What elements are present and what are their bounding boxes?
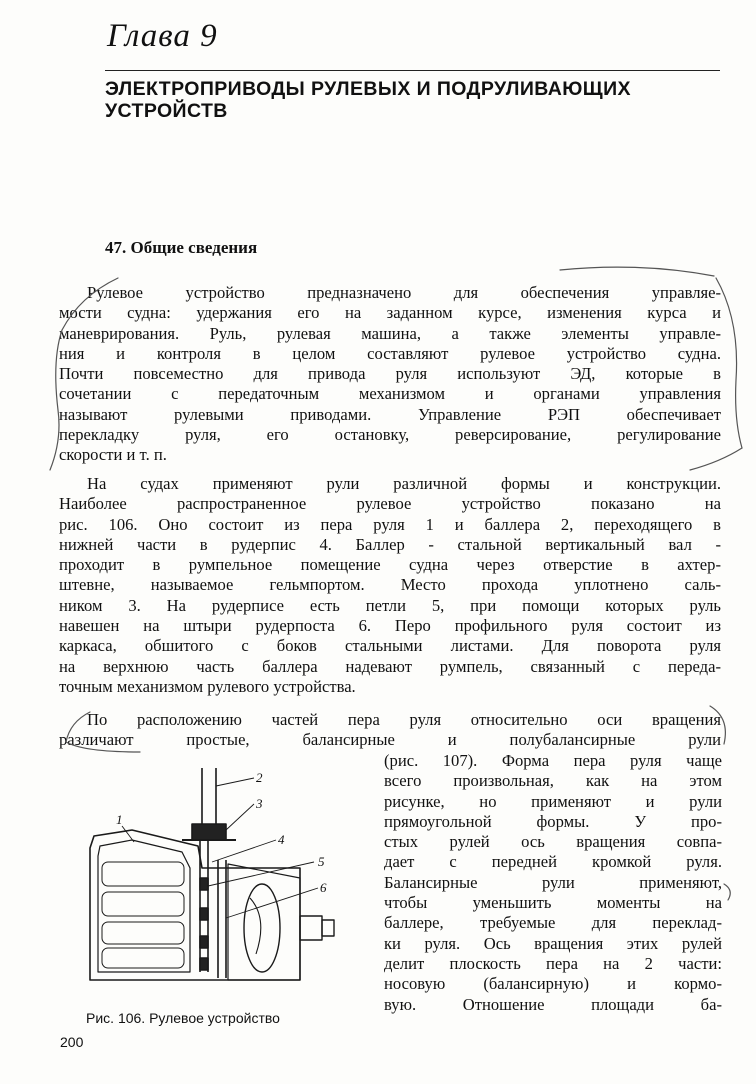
paragraph-3 — [59, 710, 721, 751]
text-line: чтобы уменьшить моменты на — [384, 893, 722, 913]
text-line: скорости и т. п. — [59, 445, 167, 465]
text-line: перекладку руля, его остановку, реверсирование, регулирование — [59, 425, 721, 445]
text-line: Наиболее распространенное рулевое устройство показано на — [59, 494, 721, 514]
section-heading: 47. Общие сведения — [105, 238, 258, 257]
text-line: носовую (балансирную) и кормо- — [384, 974, 722, 994]
hinge — [200, 936, 208, 948]
text-line: рисунке, но применяют и рули — [384, 791, 722, 811]
text-line: всего произвольная, как на этом — [384, 771, 722, 791]
text-line: ки руля. Ось вращения этих рулей — [384, 933, 722, 953]
frame-compartment — [102, 862, 184, 886]
frame-compartment — [102, 922, 184, 944]
text-line: называют рулевыми приводами. Управление РЭП обеспечивает — [59, 404, 721, 424]
hinge — [200, 958, 208, 970]
text-line: мости судна: удержания его на заданном курсе, изменения курса и — [59, 303, 721, 323]
figure-label-4: 4 — [278, 832, 285, 847]
text-line: нижней части в рудерпис 4. Баллер - стальной вертикальный вал - — [59, 534, 721, 554]
text-line: штевне, называемое гельмпортом. Место прохода уплотнено саль- — [59, 575, 721, 595]
text-line: На судах применяют рули различной формы и конструкции. — [87, 474, 721, 493]
text-line: вую. Отношение площади ба- — [384, 994, 722, 1014]
figure-label-2: 2 — [256, 770, 263, 785]
paragraph-1 — [59, 283, 721, 466]
rudder-blade-inner-frame — [98, 840, 190, 972]
text-line: (рис. 107). Форма пера руля чаще — [384, 751, 722, 770]
text-line: каркаса, обшитого с боков стальными листами. Для поворота руля — [59, 636, 721, 656]
hinge — [200, 908, 208, 920]
text-line: Почти повсеместно для привода руля используют ЭД, которые в — [59, 364, 721, 384]
figure-label-5: 5 — [318, 854, 325, 869]
text-line: ния и контроля в целом составляют рулевое устройство судна. — [59, 343, 721, 363]
chapter-title — [105, 78, 725, 122]
text-line: баллере, требуемые для переклад- — [384, 913, 722, 933]
hinge — [200, 878, 208, 890]
text-line: делит плоскость пера на 2 части: — [384, 953, 722, 973]
text-line: точным механизмом рулевого устройства. — [59, 676, 356, 696]
text-line: проходит в румпельное помещение судна через отверстие в ахтер- — [59, 555, 721, 575]
text-line: навешен на штыри рудерпоста 6. Перо профильного руля состоит из — [59, 616, 721, 636]
paragraph-2 — [59, 474, 721, 697]
frame-compartment — [102, 948, 184, 968]
text-line: дает с передней кромкой руля. — [384, 852, 722, 872]
text-line: на верхнюю часть баллера надевают румпель, связанный с переда- — [59, 656, 721, 676]
gland — [192, 824, 226, 840]
figure-label-3: 3 — [256, 796, 263, 811]
text-line: рис. 106. Оно состоит из пера руля 1 и баллера 2, переходящего в — [59, 514, 721, 534]
figure-label-1: 1 — [116, 812, 123, 827]
text-line: ником 3. На рудерписе есть петли 5, при помощи которых руль — [59, 595, 721, 615]
rudder-device-figure — [62, 768, 362, 1000]
chapter-top-rule — [105, 70, 720, 71]
text-line: прямоугольной формы. У про- — [384, 811, 722, 831]
text-line: Рулевое устройство предназначено для обеспечения управляе- — [87, 283, 721, 302]
shaft — [300, 916, 322, 940]
chapter-title-line: ЭЛЕКТРОПРИВОДЫ РУЛЕВЫХ И ПОДРУЛИВАЮЩИХ — [105, 78, 631, 100]
text-line: Балансирные рули применяют, — [384, 872, 722, 892]
figure-caption: Рис. 106. Рулевое устройство — [86, 1010, 280, 1026]
text-line: сочетании с передаточным механизмом и органами управления — [59, 384, 721, 404]
paragraph-3-wrap — [384, 751, 722, 1015]
text-line: стых рулей ось вращения совпа- — [384, 832, 722, 852]
chapter-title-line: УСТРОЙСТВ — [105, 100, 228, 122]
pencil-line-top — [560, 267, 714, 276]
pencil-mark-right-3 — [724, 884, 730, 900]
rudder-blade-outline — [90, 830, 300, 980]
figure-label-6: 6 — [320, 880, 327, 895]
text-line: различают простые, балансирные и полубалансирные рули — [59, 730, 721, 750]
propeller — [244, 884, 280, 972]
rudder-stock — [202, 768, 216, 830]
frame-compartment — [102, 892, 184, 916]
page-number: 200 — [60, 1034, 84, 1050]
text-line: маневрирования. Руль, рулевая машина, а также элементы управле- — [59, 323, 721, 343]
text-line: По расположению частей пера руля относительно оси вращения — [87, 710, 721, 729]
chapter-label: Глава 9 — [107, 18, 218, 54]
